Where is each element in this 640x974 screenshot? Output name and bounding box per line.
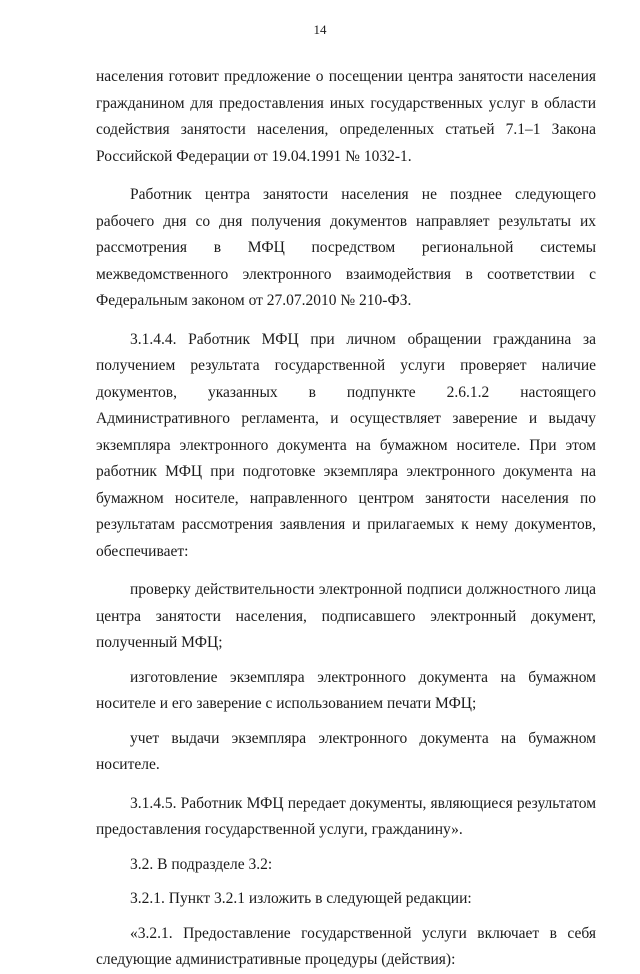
paragraph-issue-accounting: учет выдачи экземпляра электронного документа на бумажном носителе. <box>96 729 596 773</box>
paragraph-3-2: 3.2. В подразделе 3.2: <box>130 855 273 873</box>
paragraph-3-1-4-5: 3.1.4.5. Работник МФЦ передает документы, являющиеся результатом предоставления государственной услуги, гражданину». <box>96 794 596 838</box>
paragraph-signature-check: проверку действительности электронной подписи должностного лица центра занятости населения, подписавшего электронный документ, полученный МФЦ; <box>96 581 596 651</box>
page-number: 14 <box>313 22 327 37</box>
paragraph-continuation: населения готовит предложение о посещении центра занятости населения гражданином для предоставления иных государственных услуг в области содействия занятости населения, определенных статьей 7.1–1 Закона Российской Федерации от 19.04.1991 № 1032-1. <box>96 68 596 165</box>
paragraph-copy-production: изготовление экземпляра электронного документа на бумажном носителе и его заверение с использованием печати МФЦ; <box>96 668 596 712</box>
document-body <box>96 64 596 974</box>
paragraph-3-2-1: 3.2.1. Пункт 3.2.1 изложить в следующей редакции: <box>130 890 472 907</box>
paragraph-3-2-1-quote: «3.2.1. Предоставление государственной услуги включает в себя следующие административные процедуры (действия): <box>96 924 596 968</box>
paragraph-employment-center: Работник центра занятости населения не позднее следующего рабочего дня со дня получения документов направляет результаты их рассмотрения в МФЦ посредством региональной системы межведомственного электронного взаимодействия в соответствии с Федеральным законом от 27.07.2010 № 210-ФЗ. <box>96 186 596 309</box>
paragraph-3-1-4-4: 3.1.4.4. Работник МФЦ при личном обращении гражданина за получением результата государственной услуги проверяет наличие документов, указанных в подпункте 2.6.1.2 настоящего Административного регламента, и осуществляет заверение и выдачу экземпляра электронного документа на бумажном носителе. При этом работник МФЦ при подготовке экземпляра электронного документа на бумажном носителе, направленного центром занятости населения по результатам рассмотрения заявления и прилагаемых к нему документов, обеспечивает: <box>96 330 596 560</box>
